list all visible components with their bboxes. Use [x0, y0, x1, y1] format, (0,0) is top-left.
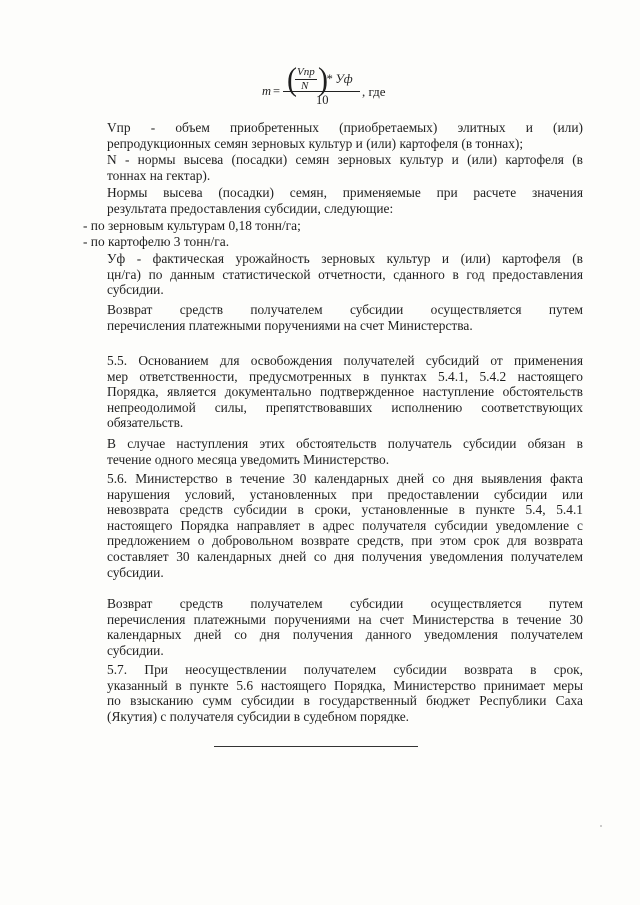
text-line: перечисления платежными поручениями на счет Министерства в течение 30	[107, 611, 583, 627]
text-line: Возврат средств получателем субсидии осуществляется путем	[107, 596, 583, 611]
text-line: невозврата средств субсидии в сроки, установленные в пункте 5.4, 5.4.1	[107, 502, 583, 518]
section-5-6	[83, 471, 583, 580]
text-line: N - нормы высева (посадки) семян зерновых культур и (или) картофеля (в	[107, 152, 583, 167]
definition-n	[83, 152, 583, 183]
text-line: тоннах на гектар).	[107, 167, 211, 183]
text-line: Нормы высева (посадки) семян, применяемые при расчете значения	[107, 185, 583, 200]
norm-grain	[83, 218, 583, 234]
text-line: Порядка, является документально подтвержденное наступление обстоятельств	[107, 384, 583, 400]
formula-lhs: m	[262, 84, 272, 98]
formula-main-fraction-bar	[283, 91, 360, 92]
text-line: мер ответственности, предусмотренных в пунктах 5.4.1, 5.4.2 настоящего	[107, 368, 583, 384]
formula-multiplier: * Уф	[326, 72, 353, 86]
formula-suffix: , где	[362, 84, 386, 99]
text-line: перечисления платежными поручениями на счет Министерства.	[107, 317, 473, 333]
text-line: субсидии.	[107, 642, 164, 658]
text-line: по взысканию сумм субсидии в государственный бюджет Республики Саха	[107, 693, 583, 709]
norm-potato	[83, 234, 583, 250]
section-5-5	[83, 353, 583, 431]
return-paragraph-1	[83, 302, 583, 333]
text-line: Возврат средств получателем субсидии осуществляется путем	[107, 302, 583, 317]
scan-speck	[600, 825, 602, 827]
text-line: результата предоставления субсидии, следующие:	[107, 200, 394, 216]
formula-bracket-right: )	[318, 61, 328, 98]
text-line: настоящего Порядка направляет в адрес получателя субсидии уведомление с	[107, 517, 583, 533]
text-line: непреодолимой силы, препятствовавших исполнению соответствующих	[107, 399, 583, 415]
text-line: 5.5. Основанием для освобождения получателей субсидий от применения	[107, 353, 583, 368]
text-line: составляет 30 календарных дней со дня получения уведомления получателем	[107, 548, 583, 564]
text-line: цн/га) по данным статистической отчетности, сданного в год предоставления	[107, 266, 583, 282]
formula-equals: =	[273, 84, 281, 98]
section-5-6-return	[83, 596, 583, 658]
text-line: - по картофелю 3 тонн/га.	[83, 234, 230, 249]
text-line: 5.7. При неосуществлении получателем субсидии возврата в срок,	[107, 662, 583, 677]
text-line: репродукционных семян зерновых культур и (или) картофеля (в тоннах);	[107, 135, 524, 151]
formula-denominator: 10	[316, 93, 329, 107]
text-line: календарных дней со дня получения данного уведомления получателем	[107, 627, 583, 643]
formula-numerator-bottom: N	[301, 80, 309, 92]
text-line: 5.6. Министерство в течение 30 календарных дней со дня выявления факта	[107, 471, 583, 486]
subsidy-formula	[262, 62, 402, 112]
text-line: (Якутия) с получателя субсидии в судебном порядке.	[107, 708, 410, 724]
definition-vpr	[83, 120, 583, 151]
text-line: субсидии.	[107, 564, 164, 580]
text-line: Vпр - объем приобретенных (приобретаемых) элитных и (или)	[107, 120, 583, 135]
text-line: обязательств.	[107, 415, 184, 431]
text-line: субсидии.	[107, 282, 164, 298]
section-5-5-notice	[83, 436, 583, 467]
text-line: течение одного месяца уведомить Министерство.	[107, 451, 390, 467]
definition-uf	[83, 251, 583, 298]
text-line: - по зерновым культурам 0,18 тонн/га;	[83, 218, 301, 233]
formula-bracket-left: (	[287, 61, 297, 98]
text-line: В случае наступления этих обстоятельств получатель субсидии обязан в	[107, 436, 583, 451]
formula-numerator-top: Vпр	[297, 66, 315, 78]
end-divider	[214, 746, 418, 747]
text-line: указанный в пункте 5.6 настоящего Порядка, Министерство принимает меры	[107, 677, 583, 693]
section-5-7	[83, 662, 583, 724]
text-line: предложением о добровольном возврате средств, при этом срок для возврата	[107, 533, 583, 549]
text-line: нарушения условий, установленных при предоставлении субсидии или	[107, 486, 583, 502]
norms-intro	[83, 185, 583, 216]
text-line: Уф - фактическая урожайность зерновых культур и (или) картофеля (в	[107, 251, 583, 266]
